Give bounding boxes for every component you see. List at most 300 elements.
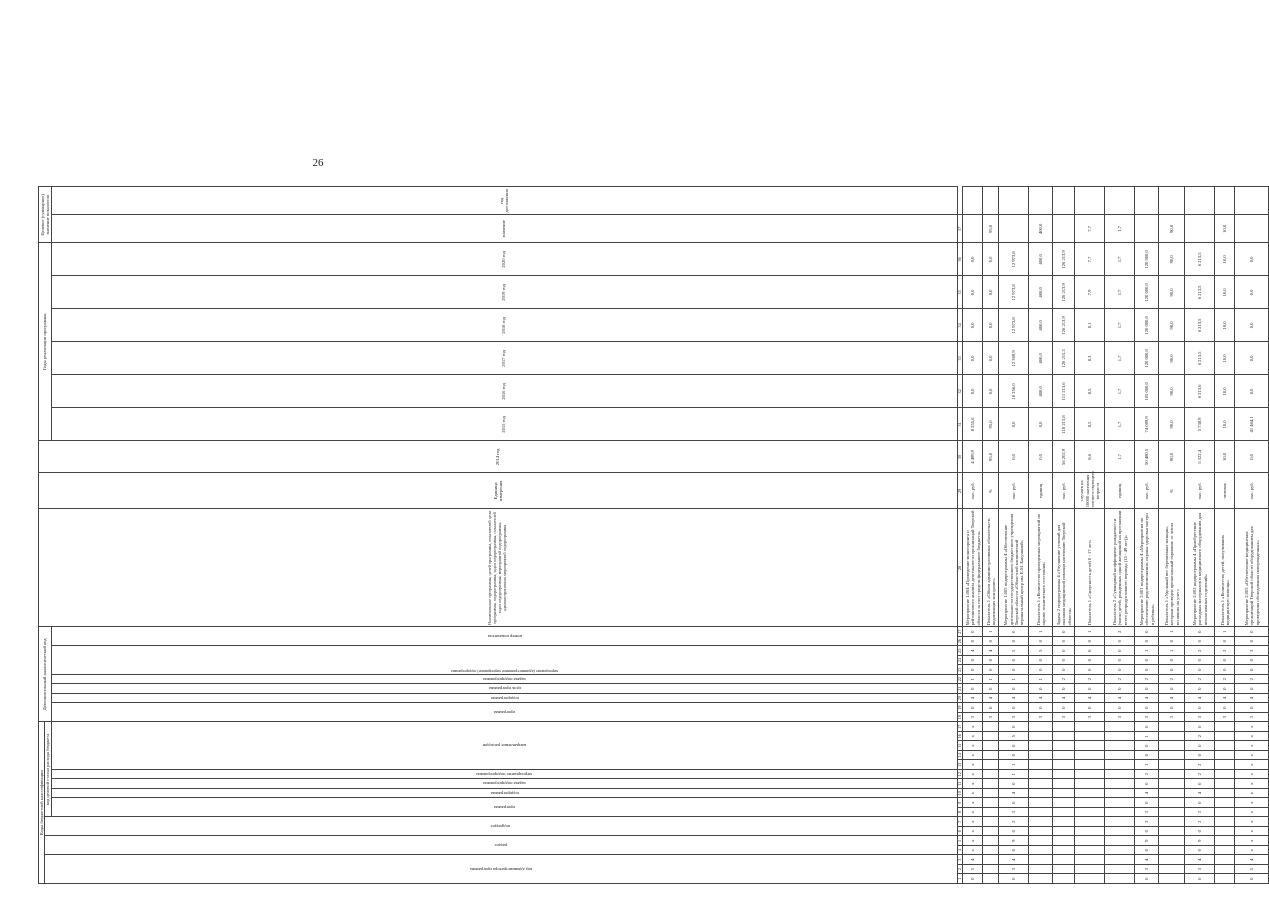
- code-cell: 4: [1029, 693, 1053, 703]
- code-cell: 1: [983, 674, 999, 684]
- code-cell: [1075, 808, 1105, 818]
- target-year-cell: [1185, 187, 1215, 215]
- target-year-cell: [983, 187, 999, 215]
- code-cell: [1053, 865, 1075, 875]
- target-year-cell: [999, 187, 1029, 215]
- year-value-cell: 7,7: [1075, 243, 1105, 276]
- column-index-cell: 1: [957, 874, 963, 884]
- year-value-cell: 111 213,6: [1053, 375, 1075, 408]
- code-cell: 2: [1185, 674, 1215, 684]
- code-cell: 0: [963, 684, 983, 694]
- code-cell: [1029, 808, 1053, 818]
- code-cell: [1105, 855, 1135, 865]
- year-value-cell: 0,0: [963, 276, 983, 309]
- code-cell: 0: [999, 874, 1029, 884]
- row-name-cell: Показатель 2 «Суммарный коэффициент рождаемости (число детей, рожденных одной женщиной на протяжении всего репродуктивного периода (15 - 49 лет))»: [1105, 509, 1135, 627]
- target-year-cell: [1075, 187, 1105, 215]
- header-target-group: Целевое (суммарное) значение показателя: [39, 187, 52, 243]
- year-value-cell: 95,0: [983, 408, 999, 441]
- year-value-cell: 126 213,9: [1053, 243, 1075, 276]
- year-value-cell: 400,0: [1029, 243, 1053, 276]
- code-cell: 3: [1075, 712, 1105, 722]
- base-year-cell: 0,0: [1235, 441, 1269, 473]
- code-cell: 3: [1135, 808, 1159, 818]
- code-cell: x: [963, 760, 983, 770]
- unit-cell: человек: [1215, 473, 1235, 509]
- base-year-cell: 1,7: [1105, 441, 1135, 473]
- code-cell: [1029, 760, 1053, 770]
- row-name-cell: Задача 2 подпрограммы 4 «Улучшение условий для оказания медицинской помощи населению Тверской области»: [1053, 509, 1075, 627]
- header-additional-group: Дополнительный аналитический код: [39, 627, 52, 722]
- column-index-cell: 9: [957, 798, 963, 808]
- code-cell: [1053, 760, 1075, 770]
- rotated-table-area: [38, 189, 1260, 884]
- year-value-cell: 126 213,9: [1053, 276, 1075, 309]
- year-value-cell: 10,0: [1215, 408, 1235, 441]
- code-cell: [1053, 798, 1075, 808]
- row-name-cell: Показатель 1 «Объем административных обязательств, подлежащих контролю»: [983, 509, 999, 627]
- row-name-cell: Показатель 1 «Удельный вес беременных женщин, которым проведен пренатальный скрининг, от числа вставших на учет»: [1159, 509, 1185, 627]
- code-cell: 0: [1159, 655, 1185, 665]
- code-cell: [1029, 846, 1053, 856]
- header-section: раздел: [45, 836, 957, 855]
- code-cell: 0: [1235, 874, 1269, 884]
- year-value-cell: 10,0: [1215, 276, 1235, 309]
- code-cell: [1105, 865, 1135, 875]
- code-cell: [1029, 751, 1053, 761]
- code-cell: 0: [1215, 684, 1235, 694]
- column-index-cell: 3: [957, 855, 963, 865]
- code-cell: [1053, 751, 1075, 761]
- year-value-cell: 6 213,5: [1185, 309, 1215, 342]
- column-index-cell: 33: [957, 342, 963, 375]
- code-cell: [1105, 836, 1135, 846]
- column-index-cell: 4: [957, 846, 963, 856]
- header-add-indicator: номер показателя: [51, 627, 957, 646]
- code-cell: 0: [1075, 655, 1105, 665]
- code-cell: 0: [1159, 684, 1185, 694]
- year-value-cell: 12 973,8: [999, 243, 1029, 276]
- code-cell: [1215, 855, 1235, 865]
- code-cell: [1159, 855, 1185, 865]
- code-cell: 2: [1185, 646, 1215, 656]
- header-add-goal: цель программы: [51, 684, 957, 694]
- code-cell: [1075, 789, 1105, 799]
- target-year-cell: [1029, 187, 1053, 215]
- year-value-cell: 0,0: [983, 309, 999, 342]
- code-cell: [983, 817, 999, 827]
- row-name-cell: Мероприятие 1.005 подпрограммы 4 «Обеспечение деятельности государственного бюджетного учреждения Тверской области «Областной клинический перинатальный центр им. Е.М. Бакуниной»: [999, 509, 1029, 627]
- header-year-2016: 2016 год: [51, 375, 957, 408]
- column-index-cell: 22: [957, 674, 963, 684]
- code-cell: 0: [1135, 798, 1159, 808]
- code-cell: [1215, 808, 1235, 818]
- code-cell: 0: [1135, 846, 1159, 856]
- code-cell: 4: [1185, 789, 1215, 799]
- code-cell: 2: [1135, 817, 1159, 827]
- code-cell: 4: [963, 693, 983, 703]
- code-cell: [983, 751, 999, 761]
- code-cell: 1: [1029, 627, 1053, 637]
- code-cell: 1: [1135, 646, 1159, 656]
- code-cell: [1029, 865, 1053, 875]
- table-row: [999, 187, 1029, 884]
- year-value-cell: 90,0: [1159, 309, 1185, 342]
- year-value-cell: 8,5: [1075, 375, 1105, 408]
- code-cell: 0: [1105, 636, 1135, 646]
- code-cell: 0: [983, 665, 999, 675]
- code-cell: 3: [1185, 865, 1215, 875]
- column-index-cell: 20: [957, 693, 963, 703]
- code-cell: x: [1235, 827, 1269, 837]
- code-cell: 0: [1235, 655, 1269, 665]
- code-cell: [983, 722, 999, 732]
- code-cell: 1: [1135, 732, 1159, 742]
- code-cell: [983, 808, 999, 818]
- year-value-cell: 120 000,0: [1135, 309, 1159, 342]
- code-cell: [1029, 789, 1053, 799]
- code-cell: 0: [999, 722, 1029, 732]
- code-cell: x: [1235, 779, 1269, 789]
- code-cell: [1075, 751, 1105, 761]
- unit-cell: тыс. руб.: [1235, 473, 1269, 509]
- column-index-cell: 23: [957, 665, 963, 675]
- code-cell: 0: [1053, 655, 1075, 665]
- code-cell: x: [1235, 798, 1269, 808]
- code-cell: [1215, 760, 1235, 770]
- year-value-cell: 0,0: [1235, 375, 1269, 408]
- header-admin-code: код администратора программы: [45, 855, 957, 884]
- code-cell: 0: [999, 846, 1029, 856]
- year-value-cell: 6 213,5: [1185, 342, 1215, 375]
- base-year-cell: 10,0: [1215, 441, 1235, 473]
- column-index-cell: 13: [957, 760, 963, 770]
- code-cell: 2: [1215, 674, 1235, 684]
- code-cell: 4: [1135, 693, 1159, 703]
- year-value-cell: 0,0: [983, 243, 999, 276]
- header-expense-code: код целевой статьи расхода бюджета: [45, 722, 51, 817]
- table-row: [1075, 187, 1105, 884]
- unit-cell: тыс. руб.: [963, 473, 983, 509]
- code-cell: [1105, 846, 1135, 856]
- column-index-cell: 29: [957, 473, 963, 509]
- header-year-2020: 2020 год: [51, 243, 957, 276]
- code-cell: 0: [1235, 627, 1269, 637]
- row-name-cell: Показатель 1 «Смертность детей 0 - 17 лет»: [1075, 509, 1105, 627]
- code-cell: x: [963, 817, 983, 827]
- code-cell: [1215, 741, 1235, 751]
- code-cell: 2: [999, 817, 1029, 827]
- column-index-cell: 8: [957, 808, 963, 818]
- code-cell: 0: [1135, 703, 1159, 713]
- code-cell: 4: [1075, 693, 1105, 703]
- column-index-cell: 35: [957, 276, 963, 309]
- code-cell: 2: [1185, 760, 1215, 770]
- code-cell: 1: [1135, 760, 1159, 770]
- year-value-cell: 120 000,0: [1135, 276, 1159, 309]
- code-cell: [1075, 722, 1105, 732]
- year-value-cell: 120 000,0: [1135, 342, 1159, 375]
- year-value-cell: 10,0: [1215, 375, 1235, 408]
- code-cell: [1159, 741, 1185, 751]
- column-index-cell: 24: [957, 655, 963, 665]
- code-cell: [1215, 770, 1235, 780]
- code-cell: [983, 789, 999, 799]
- code-cell: 0: [1053, 636, 1075, 646]
- code-cell: [983, 855, 999, 865]
- code-cell: 2: [1185, 770, 1215, 780]
- column-index-cell: 26: [957, 636, 963, 646]
- code-cell: [983, 865, 999, 875]
- code-cell: [1159, 798, 1185, 808]
- code-cell: [1075, 798, 1105, 808]
- unit-cell: тыс. руб.: [1135, 473, 1159, 509]
- code-cell: 5: [963, 865, 983, 875]
- column-index-cell: 37: [957, 215, 963, 243]
- year-value-cell: 8,1: [1075, 309, 1105, 342]
- code-cell: 0: [1029, 655, 1053, 665]
- column-index-cell: 17: [957, 722, 963, 732]
- target-value-cell: 95,0: [983, 215, 999, 243]
- year-value-cell: 8 255,6: [963, 408, 983, 441]
- code-cell: [1105, 827, 1135, 837]
- code-cell: 0: [1235, 665, 1269, 675]
- year-value-cell: 10 256,0: [999, 375, 1029, 408]
- code-cell: [1215, 779, 1235, 789]
- column-index-cell: 36: [957, 243, 963, 276]
- code-cell: 0: [1075, 636, 1105, 646]
- code-cell: 9: [999, 836, 1029, 846]
- unit-cell: единиц: [1105, 473, 1135, 509]
- year-value-cell: 6 213,6: [1185, 375, 1215, 408]
- target-year-cell: [1135, 187, 1159, 215]
- code-cell: 3: [1185, 712, 1215, 722]
- code-cell: [1053, 836, 1075, 846]
- code-cell: [1053, 874, 1075, 884]
- code-cell: x: [1235, 846, 1269, 856]
- code-cell: 0: [1185, 874, 1215, 884]
- column-index-cell: 16: [957, 732, 963, 742]
- code-cell: [1053, 741, 1075, 751]
- code-cell: x: [963, 779, 983, 789]
- code-cell: 1: [999, 674, 1029, 684]
- code-cell: 4: [1159, 693, 1185, 703]
- code-cell: [1105, 779, 1135, 789]
- code-cell: 9: [1135, 836, 1159, 846]
- code-cell: 0: [1135, 722, 1159, 732]
- code-cell: [1105, 770, 1135, 780]
- header-add-task: задача подпрограммы: [51, 674, 957, 684]
- header-year-2017: 2017 год: [51, 342, 957, 375]
- base-year-cell: 8,6: [1075, 441, 1105, 473]
- code-cell: 2: [1105, 627, 1135, 637]
- code-cell: 2: [1135, 674, 1159, 684]
- code-cell: 0: [1135, 665, 1159, 675]
- code-cell: [1075, 836, 1105, 846]
- code-cell: [1215, 732, 1235, 742]
- code-cell: 2: [1159, 674, 1185, 684]
- year-value-cell: 10,0: [1215, 309, 1235, 342]
- base-year-cell: 90,0: [1159, 441, 1185, 473]
- code-cell: x: [963, 789, 983, 799]
- code-cell: 0: [1215, 703, 1235, 713]
- code-cell: [983, 874, 999, 884]
- target-value-cell: 400,0: [1029, 215, 1053, 243]
- target-year-cell: [963, 187, 983, 215]
- code-cell: [1159, 722, 1185, 732]
- header-years-group: Годы реализации программы: [39, 243, 52, 441]
- code-cell: 0: [1053, 627, 1075, 637]
- target-value-cell: [999, 215, 1029, 243]
- code-cell: 4: [963, 646, 983, 656]
- year-value-cell: 41 464,1: [1235, 408, 1269, 441]
- code-cell: [1159, 836, 1185, 846]
- code-cell: [1053, 827, 1075, 837]
- code-cell: 4: [1135, 789, 1159, 799]
- code-cell: 3: [1053, 712, 1075, 722]
- code-cell: [1029, 798, 1053, 808]
- code-cell: [983, 827, 999, 837]
- code-cell: [1215, 874, 1235, 884]
- column-index-cell: 21: [957, 684, 963, 694]
- header-year-2019: 2019 год: [51, 276, 957, 309]
- column-index-cell: 34: [957, 309, 963, 342]
- code-cell: 2: [1075, 674, 1105, 684]
- code-cell: 0: [1235, 684, 1269, 694]
- code-cell: [1053, 770, 1075, 780]
- code-cell: [1053, 779, 1075, 789]
- code-cell: [1159, 751, 1185, 761]
- code-cell: 0: [1135, 636, 1159, 646]
- year-value-cell: 10,0: [1215, 342, 1235, 375]
- unit-cell: единиц: [1029, 473, 1053, 509]
- code-cell: 2: [1235, 674, 1269, 684]
- code-cell: x: [963, 836, 983, 846]
- code-cell: [1075, 760, 1105, 770]
- year-value-cell: 90,0: [1159, 375, 1185, 408]
- code-cell: 0: [1185, 722, 1215, 732]
- table-row: [1215, 187, 1235, 884]
- code-cell: [983, 760, 999, 770]
- year-value-cell: 1,7: [1105, 408, 1135, 441]
- year-value-cell: 90,0: [1159, 243, 1185, 276]
- code-cell: 4: [983, 646, 999, 656]
- code-cell: [1075, 855, 1105, 865]
- year-value-cell: 0,0: [963, 342, 983, 375]
- row-name-cell: Мероприятие 1.004 «Проведение мониторинга и рейтингового анализа деятельности организаций Тверской области за счет средств федерального бюджета»: [963, 509, 983, 627]
- code-cell: [1105, 798, 1135, 808]
- code-cell: x: [963, 732, 983, 742]
- code-cell: 0: [983, 655, 999, 665]
- code-cell: 2: [1053, 674, 1075, 684]
- header-program: программа: [51, 798, 957, 817]
- code-cell: 0: [1235, 636, 1269, 646]
- header-target-value: значение: [51, 215, 957, 243]
- code-cell: 1: [963, 674, 983, 684]
- header-add-subprogram: подпрограмма: [51, 693, 957, 703]
- code-cell: 1: [1075, 627, 1105, 637]
- code-cell: [1215, 817, 1235, 827]
- code-cell: 0: [963, 874, 983, 884]
- year-value-cell: 90,0: [1159, 408, 1185, 441]
- row-name-cell: Показатель 1 «Количество проведенных мероприятий по оценке технического состояния»: [1029, 509, 1053, 627]
- code-cell: 4: [1105, 693, 1135, 703]
- code-cell: [1215, 846, 1235, 856]
- year-value-cell: 8,3: [1075, 342, 1105, 375]
- target-value-cell: 10,0: [1215, 215, 1235, 243]
- code-cell: 1: [1159, 627, 1185, 637]
- year-value-cell: 1,7: [1105, 342, 1135, 375]
- code-cell: 0: [999, 703, 1029, 713]
- code-cell: 4: [999, 855, 1029, 865]
- code-cell: 1: [983, 627, 999, 637]
- code-cell: 9: [1185, 836, 1215, 846]
- code-cell: x: [1235, 789, 1269, 799]
- code-cell: 0: [1185, 684, 1215, 694]
- code-cell: 1: [1215, 627, 1235, 637]
- column-index-cell: 25: [957, 646, 963, 656]
- code-cell: 0: [1053, 684, 1075, 694]
- code-cell: [1159, 779, 1185, 789]
- unit-cell: %: [1159, 473, 1185, 509]
- code-cell: 0: [1215, 655, 1235, 665]
- code-cell: 0: [1053, 703, 1075, 713]
- code-cell: 3: [999, 808, 1029, 818]
- code-cell: 0: [1135, 751, 1159, 761]
- code-cell: [983, 732, 999, 742]
- code-cell: x: [963, 827, 983, 837]
- year-value-cell: 6 213,5: [1185, 276, 1215, 309]
- code-cell: [983, 779, 999, 789]
- code-cell: [1215, 722, 1235, 732]
- code-cell: 0: [1215, 665, 1235, 675]
- year-value-cell: 400,0: [1029, 342, 1053, 375]
- code-cell: [1075, 732, 1105, 742]
- code-cell: 0: [1185, 703, 1215, 713]
- code-cell: 5: [1235, 865, 1269, 875]
- code-cell: 0: [1053, 646, 1075, 656]
- header-event: мероприятие подпрограммы: [51, 770, 957, 780]
- code-cell: 0: [1185, 636, 1215, 646]
- code-cell: [1029, 732, 1053, 742]
- code-cell: 0: [999, 655, 1029, 665]
- year-value-cell: 12 369,9: [999, 342, 1029, 375]
- code-cell: [1215, 798, 1235, 808]
- header-year-2018: 2018 год: [51, 309, 957, 342]
- column-index-cell: 5: [957, 836, 963, 846]
- table-row: [1029, 187, 1053, 884]
- table-row: [1053, 187, 1075, 884]
- code-cell: [1159, 874, 1185, 884]
- year-value-cell: 1,7: [1105, 276, 1135, 309]
- code-cell: 3: [1185, 808, 1215, 818]
- year-value-cell: 6 213,5: [1185, 243, 1215, 276]
- code-cell: 0: [1135, 627, 1159, 637]
- code-cell: 3: [1105, 712, 1135, 722]
- column-index-cell: 32: [957, 375, 963, 408]
- code-cell: 0: [1215, 636, 1235, 646]
- target-year-cell: [1105, 187, 1135, 215]
- code-cell: 0: [1135, 779, 1159, 789]
- code-cell: [1215, 751, 1235, 761]
- code-cell: 0: [1185, 751, 1215, 761]
- table-row: [1185, 187, 1215, 884]
- code-cell: 0: [963, 655, 983, 665]
- code-cell: 0: [1105, 655, 1135, 665]
- code-cell: [1075, 846, 1105, 856]
- target-year-cell: [1159, 187, 1185, 215]
- code-cell: [1029, 855, 1053, 865]
